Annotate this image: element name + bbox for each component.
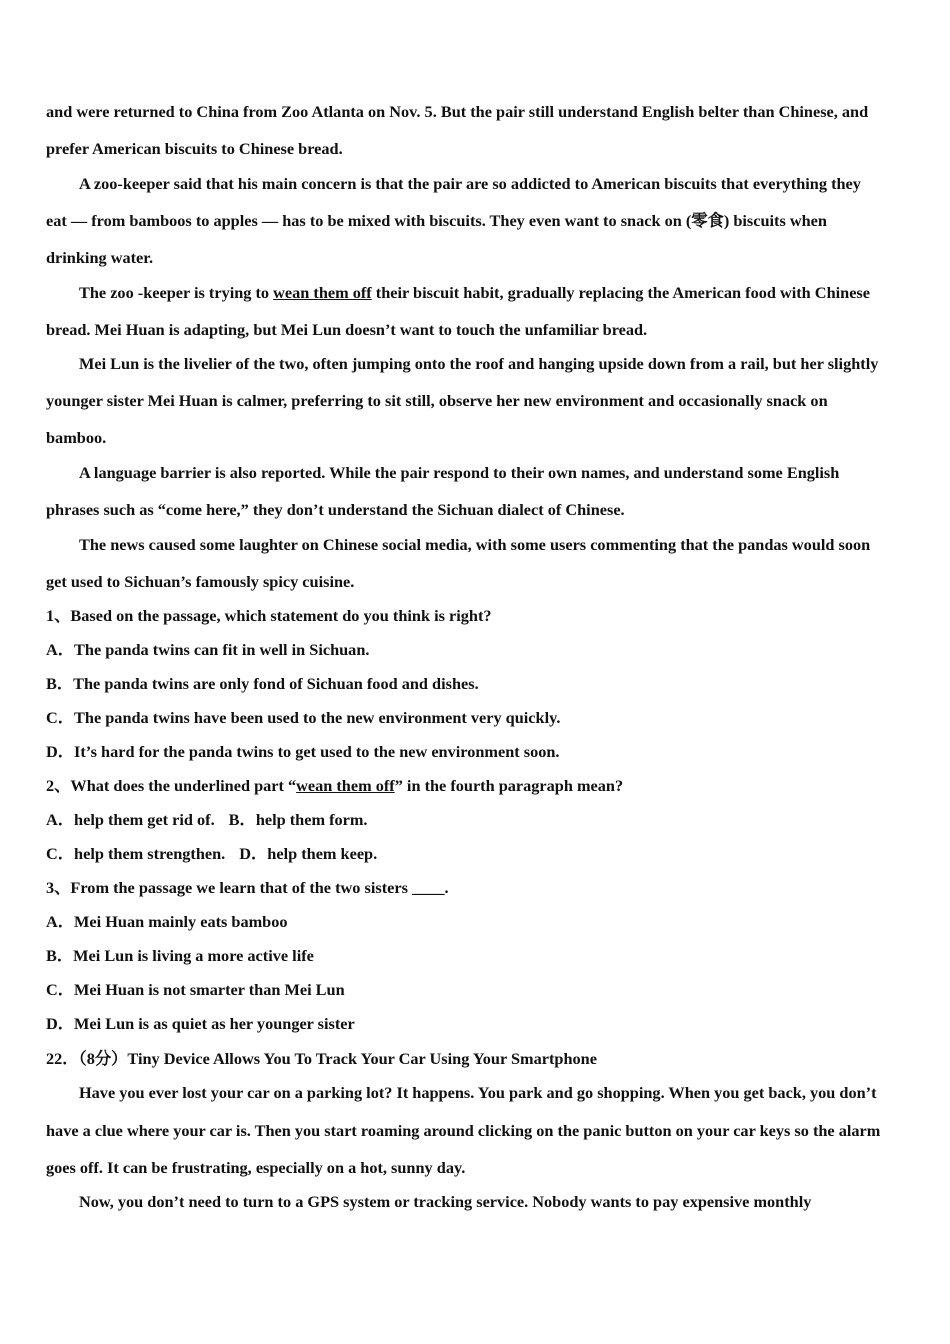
answer-option: C．Mei Huan is not smarter than Mei Lun bbox=[46, 980, 345, 999]
underlined-phrase: wean them off bbox=[296, 776, 395, 795]
passage-line: bamboo. bbox=[46, 428, 107, 447]
passage-line: and were returned to China from Zoo Atlanta on Nov. 5. But the pair still understand English belter than Chinese, and bbox=[46, 102, 869, 121]
passage-line: bread. Mei Huan is adapting, but Mei Lun doesn’t want to touch the unfamiliar bread. bbox=[46, 320, 648, 339]
passage-line: A language barrier is also reported. While the pair respond to their own names, and understand some English bbox=[79, 463, 840, 482]
passage-line bbox=[79, 283, 870, 303]
passage-line: drinking water. bbox=[46, 248, 154, 267]
answer-option: C．help them strengthen. bbox=[46, 844, 226, 863]
question-text: ” in the fourth paragraph mean? bbox=[394, 776, 624, 795]
passage-line: younger sister Mei Huan is calmer, preferring to sit still, observe her new environment and occasionally snack on bbox=[46, 391, 828, 410]
section-heading: 22．（8分）Tiny Device Allows You To Track Your Car Using Your Smartphone bbox=[46, 1049, 597, 1068]
answer-option: A．help them get rid of. bbox=[46, 810, 215, 829]
question-stem: 1、Based on the passage, which statement do you think is right? bbox=[46, 606, 492, 625]
passage-text: The zoo -keeper is trying to bbox=[79, 283, 274, 302]
answer-option-row bbox=[46, 844, 377, 864]
passage-line: eat — from bamboos to apples — has to be mixed with biscuits. They even want to snack on (零食) biscuits when bbox=[46, 211, 827, 230]
passage-line: have a clue where your car is. Then you start roaming around clicking on the panic button on your car keys so the alarm bbox=[46, 1121, 881, 1140]
answer-option: A．The panda twins can fit in well in Sichuan. bbox=[46, 640, 370, 659]
answer-option: D．It’s hard for the panda twins to get used to the new environment soon. bbox=[46, 742, 560, 761]
answer-option: B．The panda twins are only fond of Sichuan food and dishes. bbox=[46, 674, 479, 693]
answer-option: D．help them keep. bbox=[239, 844, 378, 863]
passage-text: their biscuit habit, gradually replacing the American food with Chinese bbox=[371, 283, 870, 302]
passage-line: get used to Sichuan’s famously spicy cuisine. bbox=[46, 572, 355, 591]
passage-line: A zoo-keeper said that his main concern is that the pair are so addicted to American biscuits that everything they bbox=[79, 174, 861, 193]
answer-option: B．Mei Lun is living a more active life bbox=[46, 946, 314, 965]
passage-line: prefer American biscuits to Chinese bread. bbox=[46, 139, 343, 158]
passage-line: The news caused some laughter on Chinese social media, with some users commenting that the pandas would soon bbox=[79, 535, 871, 554]
answer-option-row bbox=[46, 810, 368, 830]
question-stem: 3、From the passage we learn that of the two sisters ____. bbox=[46, 878, 449, 897]
passage-line: Mei Lun is the livelier of the two, often jumping onto the roof and hanging upside down from a rail, but her slightly bbox=[79, 354, 879, 373]
question-text: 2、What does the underlined part “ bbox=[46, 776, 297, 795]
passage-line: phrases such as “come here,” they don’t understand the Sichuan dialect of Chinese. bbox=[46, 500, 625, 519]
answer-option: D．Mei Lun is as quiet as her younger sister bbox=[46, 1014, 355, 1033]
answer-option: A．Mei Huan mainly eats bamboo bbox=[46, 912, 288, 931]
passage-line: Now, you don’t need to turn to a GPS system or tracking service. Nobody wants to pay expensive monthly bbox=[79, 1192, 812, 1211]
passage-line: Have you ever lost your car on a parking lot? It happens. You park and go shopping. When you get back, you don’t bbox=[79, 1083, 877, 1102]
answer-option: B．help them form. bbox=[228, 810, 368, 829]
answer-option: C．The panda twins have been used to the new environment very quickly. bbox=[46, 708, 561, 727]
question-stem bbox=[46, 776, 623, 796]
passage-line: goes off. It can be frustrating, especially on a hot, sunny day. bbox=[46, 1158, 466, 1177]
underlined-phrase: wean them off bbox=[273, 283, 372, 302]
